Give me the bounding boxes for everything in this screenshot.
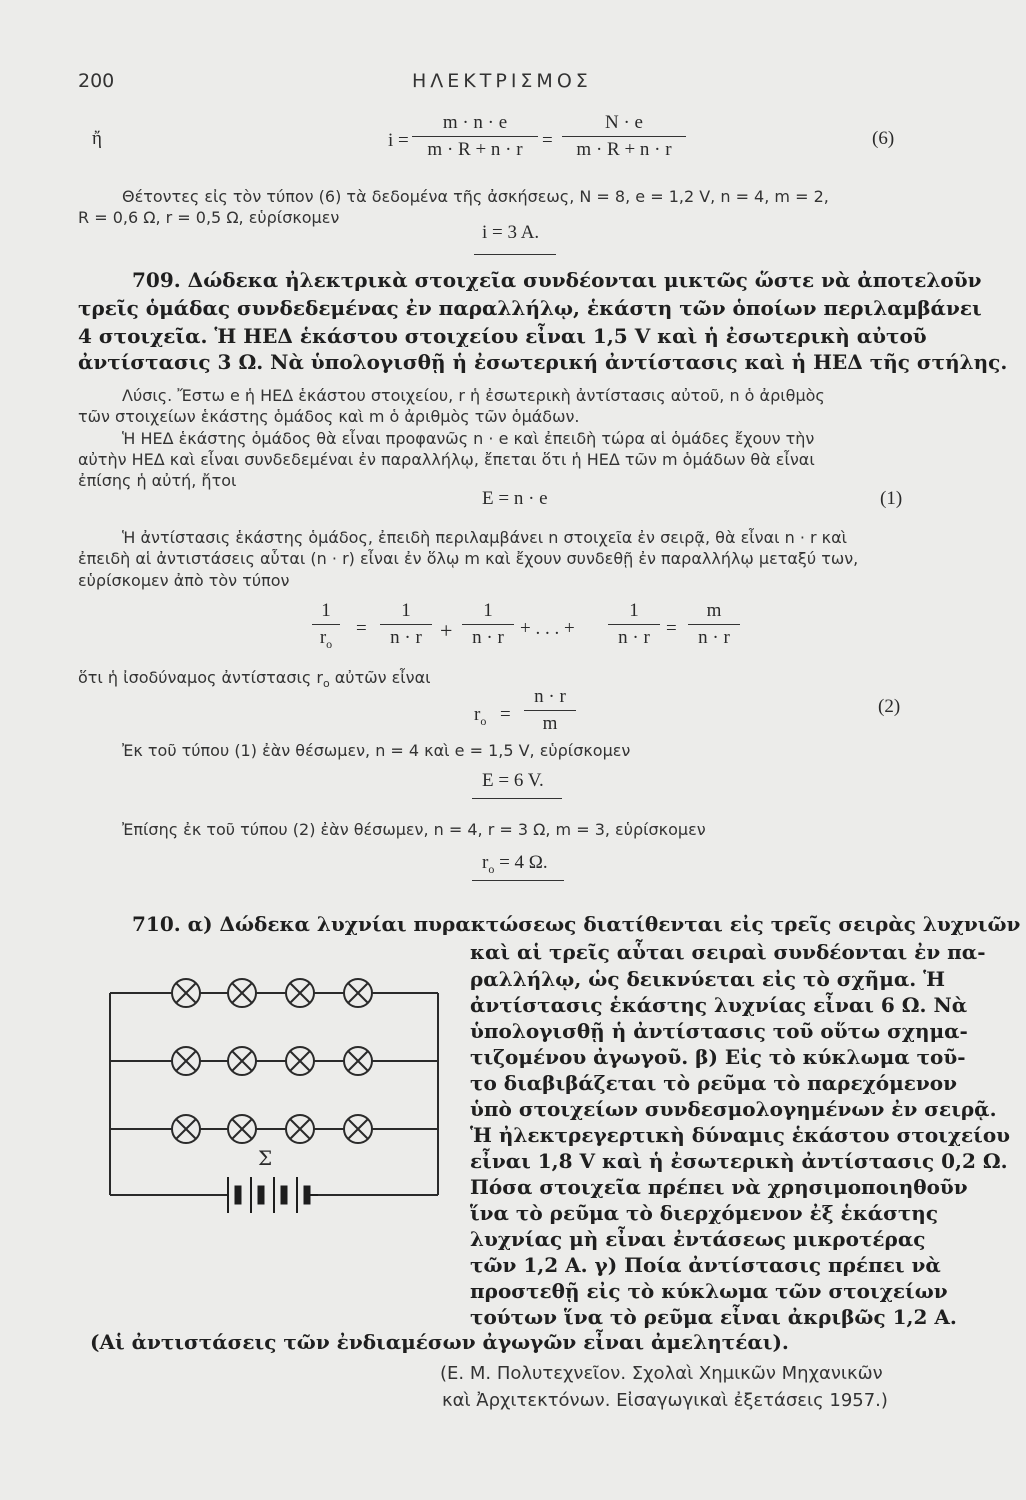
i-equals: i = xyxy=(388,130,409,151)
problem-710-line-13: λυχνίας μὴ εἶναι ἐντάσεως μικροτέρας xyxy=(470,1227,926,1251)
problem-710-line-9: Ἡ ἠλεκτρεγερτικὴ δύναμις ἑκάστου στοιχείου xyxy=(470,1123,1011,1147)
fraction-6b-denominator: m · R + n · r xyxy=(576,139,672,160)
problem-709-line-4: ἀντίστασις 3 Ω. Νὰ ὑπολογισθῇ ἡ ἐσωτερική ἀντίστασις καὶ ἡ ΗΕΔ τῆς στήλης. xyxy=(78,350,1008,374)
sum-lhs-denominator: $r_o$ xyxy=(319,627,333,651)
solution-line-2: τῶν στοιχείων ἑκάστης ὁμάδος καὶ m ὁ ἀριθμὸς τῶν ὁμάδων. xyxy=(78,407,580,426)
emf-result: E = 6 V. xyxy=(482,770,544,791)
problem-710-line-1: 710. α) Δώδεκα λυχνίαι πυρακτώσεως διατίθενται εἰς τρεῖς σειρὰς λυχνιῶν xyxy=(132,912,1021,936)
sum-rhs xyxy=(688,600,740,649)
battery-label: Σ xyxy=(258,1146,273,1170)
fraction-6a xyxy=(412,112,538,161)
page-number: 200 xyxy=(78,70,115,92)
equation-2-denominator: m xyxy=(542,713,558,734)
problem-709-line-2: τρεῖς ὁμάδας συνδεδεμένας ἐν παραλλήλῳ, ἑκάστη τῶν ὁποίων περιλαμβάνει xyxy=(78,296,982,320)
lamp-3-4-icon xyxy=(344,1115,372,1143)
equivalent-resistance-text: ὅτι ἡ ἰσοδύναμος ἀντίστασις $r_o$ αὐτῶν εἶναι xyxy=(78,668,431,691)
resistance-line-2: ἐπειδὴ αἱ ἀντιστάσεις αὗται (n · r) εἶναι ἐν ὅλῳ m καὶ ἔχουν συνδεθῇ ἐν παραλλήλῳ μεταξύ των, xyxy=(78,549,859,568)
equation-number-1: (1) xyxy=(880,488,903,509)
problem-710-note: (Αἱ ἀντιστάσεις τῶν ἐνδιαμέσων ἀγωγῶν εἶναι ἀμελητέαι). xyxy=(90,1330,789,1354)
circuit-diagram xyxy=(100,955,450,1285)
problem-710-line-7: το διαβιβάζεται τὸ ρεῦμα τὸ παρεχόμενον xyxy=(470,1071,958,1095)
problem-710-line-16: τούτων ἵνα τὸ ρεῦμα εἶναι ἀκριβῶς 1,2 A. xyxy=(470,1305,957,1329)
lamp-1-4-icon xyxy=(344,979,372,1007)
lamp-3-3-icon xyxy=(286,1115,314,1143)
problem-710-line-3: ραλλήλῳ, ὡς δεικνύεται εἰς τὸ σχῆμα. Ἡ xyxy=(470,967,946,991)
sum-lhs-numerator: 1 xyxy=(312,600,340,625)
problem-710-line-5: ὑπολογισθῇ ἡ ἀντίστασις τοῦ οὕτω σχημα- xyxy=(470,1019,968,1043)
sum-term-2 xyxy=(462,600,514,649)
resistance-line-3: εὑρίσκομεν ἀπὸ τὸν τύπον xyxy=(78,571,290,590)
source-line-1: (Ε. Μ. Πολυτεχνεῖον. Σχολαὶ Χημικῶν Μηχανικῶν xyxy=(440,1363,883,1384)
fraction-6a-numerator: m · n · e xyxy=(412,112,538,137)
emf-result-underline xyxy=(472,798,562,799)
sum-plus: + xyxy=(440,618,453,643)
solution-line-1: Λύσις. Ἔστω e ἡ ΗΕΔ ἑκάστου στοιχείου, r ἡ ἐσωτερικὴ ἀντίστασις αὐτοῦ, n ὁ ἀριθμὸς xyxy=(122,386,825,405)
running-title: ΗΛΕΚΤΡΙΣΜΟΣ xyxy=(412,70,592,92)
problem-709-line-3: 4 στοιχεῖα. Ἡ ΗΕΔ ἑκάστου στοιχείου εἶναι 1,5 V καὶ ἡ ἐσωτερικὴ αὐτοῦ xyxy=(78,324,927,348)
fraction-6b xyxy=(562,112,686,161)
result-current: i = 3 A. xyxy=(482,222,540,243)
sum-term-1 xyxy=(380,600,432,649)
battery-icon xyxy=(228,1177,318,1213)
substitution-2-text: Ἐπίσης ἐκ τοῦ τύπου (2) ἐὰν θέσωμεν, n = 4, r = 3 Ω, m = 3, εὑρίσκομεν xyxy=(122,820,706,839)
sum-term-n-den: n · r xyxy=(618,627,650,648)
sum-term-1-num: 1 xyxy=(380,600,432,625)
lamp-1-2-icon xyxy=(228,979,256,1007)
problem-709-line-1: 709. Δώδεκα ἠλεκτρικὰ στοιχεῖα συνδέονται μικτῶς ὥστε νὰ ἀποτελοῦν xyxy=(132,268,982,292)
sum-equals: = xyxy=(356,618,367,639)
sum-equals-2: = xyxy=(666,618,677,639)
sum-term-n xyxy=(608,600,660,649)
solution-line-4: αὐτὴν ΗΕΔ καὶ εἶναι συνδεδεμέναι ἐν παραλλήλῳ, ἔπεται ὅτι ἡ ΗΕΔ τῶν m ὁμάδων θὰ εἶναι xyxy=(78,450,815,469)
source-line-2: καὶ Ἀρχιτεκτόνων. Εἰσαγωγικαὶ ἐξετάσεις 1957.) xyxy=(442,1390,888,1411)
problem-710-line-15: προστεθῇ εἰς τὸ κύκλωμα τῶν στοιχείων xyxy=(470,1279,948,1303)
fraction-6a-denominator: m · R + n · r xyxy=(427,139,523,160)
sum-term-n-num: 1 xyxy=(608,600,660,625)
equation-2-fraction xyxy=(524,686,576,735)
resistance-line-1: Ἡ ἀντίστασις ἑκάστης ὁμάδος, ἐπειδὴ περιλαμβάνει n στοιχεῖα ἐν σειρᾷ, θὰ εἶναι n · r καὶ xyxy=(122,528,848,547)
lamp-2-3-icon xyxy=(286,1047,314,1075)
lamp-2-1-icon xyxy=(172,1047,200,1075)
lamp-2-4-icon xyxy=(344,1047,372,1075)
problem-710-line-4: ἀντίστασις ἑκάστης λυχνίας εἶναι 6 Ω. Νὰ xyxy=(470,993,968,1017)
sum-ellipsis: + . . . + xyxy=(520,618,575,639)
substitution-text: Θέτοντες εἰς τὸν τύπον (6) τὰ δεδομένα τῆς ἀσκήσεως, N = 8, e = 1,2 V, n = 4, m = 2, xyxy=(122,187,829,206)
lamp-3-2-icon xyxy=(228,1115,256,1143)
sum-lhs-fraction xyxy=(312,600,340,652)
problem-710-line-6: τιζομένου ἀγωγοῦ. β) Εἰς τὸ κύκλωμα τοῦ- xyxy=(470,1045,966,1069)
fraction-6b-numerator: N · e xyxy=(562,112,686,137)
lamp-1-3-icon xyxy=(286,979,314,1007)
problem-710-line-2: καὶ αἱ τρεῖς αὗται σειραὶ συνδέονται ἐν πα- xyxy=(470,940,986,964)
equation-1: E = n · e xyxy=(482,488,548,509)
sum-term-2-den: n · r xyxy=(472,627,504,648)
equation-number-6: (6) xyxy=(872,128,895,149)
resistance-result-underline xyxy=(472,880,564,881)
lamp-1-1-icon xyxy=(172,979,200,1007)
sum-term-2-num: 1 xyxy=(462,600,514,625)
problem-710-line-14: τῶν 1,2 A. γ) Ποία ἀντίστασις πρέπει νὰ xyxy=(470,1253,941,1277)
equation-2-numerator: n · r xyxy=(524,686,576,711)
problem-710-line-10: εἶναι 1,8 V καὶ ἡ ἐσωτερικὴ ἀντίστασις 0,2 Ω. xyxy=(470,1149,1008,1173)
problem-710-line-8: ὑπὸ στοιχείων συνδεσμολογημένων ἐν σειρᾷ. xyxy=(470,1097,997,1121)
problem-710-line-11: Πόσα στοιχεῖα πρέπει νὰ χρησιμοποιηθοῦν xyxy=(470,1175,968,1199)
solution-line-3: Ἡ ΗΕΔ ἑκάστης ὁμάδος θὰ εἶναι προφανῶς n · e καὶ ἐπειδὴ τώρα αἱ ὁμάδες ἔχουν τὴν xyxy=(122,429,815,448)
lamp-2-2-icon xyxy=(228,1047,256,1075)
sum-rhs-den: n · r xyxy=(698,627,730,648)
lamp-3-1-icon xyxy=(172,1115,200,1143)
solution-line-5: ἐπίσης ἡ αὐτή, ἤτοι xyxy=(78,471,237,490)
equation-number-2: (2) xyxy=(878,696,901,717)
sum-term-1-den: n · r xyxy=(390,627,422,648)
equals-sign: = xyxy=(542,130,553,151)
resistance-result: $r_o = 4$ Ω. xyxy=(482,852,548,876)
sum-rhs-num: m xyxy=(688,600,740,625)
equation-2-equals: = xyxy=(500,704,511,725)
eta-label: ἤ xyxy=(92,128,102,149)
equation-2-lhs: $r_o$ xyxy=(474,704,487,728)
substitution-1-text: Ἐκ τοῦ τύπου (1) ἐὰν θέσωμεν, n = 4 καὶ e = 1,5 V, εὑρίσκομεν xyxy=(122,741,631,760)
substitution-text-2: R = 0,6 Ω, r = 0,5 Ω, εὑρίσκομεν xyxy=(78,208,340,227)
problem-710-line-12: ἵνα τὸ ρεῦμα τὸ διερχόμενον ἐξ ἑκάστης xyxy=(470,1201,939,1225)
result-underline xyxy=(474,254,556,255)
